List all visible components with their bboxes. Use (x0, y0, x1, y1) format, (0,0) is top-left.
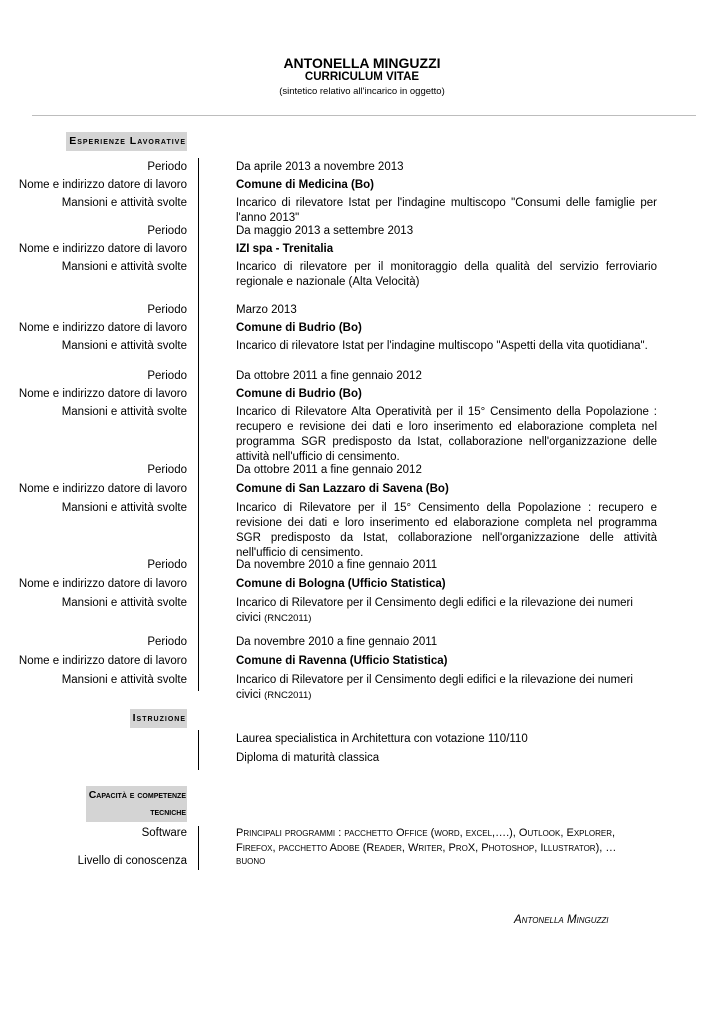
exp-periodo: Da ottobre 2011 a fine gennaio 2012 (236, 370, 422, 382)
exp-periodo: Da novembre 2010 a fine gennaio 2011 (236, 636, 438, 648)
label-mansioni: Mansioni e attività svolte (61, 261, 187, 273)
exp-mansioni (236, 673, 657, 703)
exp-datore: Comune di Ravenna (Ufficio Statistica) (236, 655, 448, 667)
exp-mansioni: Incarico di rilevatore per il monitoraggio della qualità del servizio ferroviario regionale e nazionale (Alta Velocità) (236, 261, 657, 288)
section-capacita-line2: tecniche (150, 806, 186, 818)
label-datore: Nome e indirizzo datore di lavoro (18, 655, 187, 667)
section-esperienze: Esperienze Lavorative (66, 132, 187, 151)
label-periodo: Periodo (147, 464, 187, 476)
exp-datore: Comune di Medicina (Bo) (236, 179, 374, 191)
label-periodo: Periodo (147, 225, 187, 237)
label-datore: Nome e indirizzo datore di lavoro (18, 243, 187, 255)
label-datore: Nome e indirizzo datore di lavoro (18, 179, 187, 191)
signature: Antonella Minguzzi (514, 914, 609, 926)
header-divider (32, 115, 696, 116)
exp-datore: Comune di Bologna (Ufficio Statistica) (236, 578, 446, 590)
section-capacita-line1: Capacità e competenze (88, 789, 186, 801)
exp-mansioni-note: (RNC2011) (264, 690, 312, 701)
label-periodo: Periodo (147, 304, 187, 316)
label-periodo: Periodo (147, 370, 187, 382)
label-mansioni: Mansioni e attività svolte (61, 197, 187, 209)
istruzione-diploma: Diploma di maturità classica (236, 752, 380, 764)
section-istruzione: Istruzione (130, 709, 187, 728)
exp-datore: Comune di San Lazzaro di Savena (Bo) (236, 483, 449, 495)
label-periodo: Periodo (147, 161, 187, 173)
label-datore: Nome e indirizzo datore di lavoro (18, 578, 187, 590)
label-mansioni: Mansioni e attività svolte (61, 502, 187, 514)
vertical-rule-esperienze (198, 158, 199, 691)
vertical-rule-istruzione (198, 730, 199, 770)
label-periodo: Periodo (147, 559, 187, 571)
label-periodo: Periodo (147, 636, 187, 648)
exp-mansioni-text: Incarico di Rilevatore per il Censimento degli edifici e la rilevazione dei numeri civici (236, 597, 633, 624)
cv-title: CURRICULUM VITAE (304, 71, 420, 83)
label-datore: Nome e indirizzo datore di lavoro (18, 483, 187, 495)
istruzione-laurea: Laurea specialistica in Architettura con votazione 110/110 (236, 733, 528, 745)
section-capacita (86, 786, 187, 822)
competenze-software: Principali programmi : pacchetto Office (word, excel,….), Outlook, Explorer, Firefox, pacchetto Adobe (Reader, Writer, ProX, Photoshop, Illustrator), … (236, 827, 617, 854)
exp-mansioni: Incarico di rilevatore Istat per l'indagine multiscopo "Consumi delle famiglie per l'anno 2013" (236, 197, 657, 224)
cv-name: ANTONELLA MINGUZZI (283, 55, 441, 71)
exp-mansioni: Incarico di rilevatore Istat per l'indagine multiscopo "Aspetti della vita quotidiana". (236, 340, 648, 352)
label-software: Software (141, 827, 187, 839)
label-datore: Nome e indirizzo datore di lavoro (18, 322, 187, 334)
exp-datore: Comune di Budrio (Bo) (236, 388, 362, 400)
exp-periodo: Da aprile 2013 a novembre 2013 (236, 161, 404, 173)
exp-periodo: Marzo 2013 (236, 304, 297, 316)
competenze-livello: buono (236, 855, 266, 867)
exp-datore: Comune di Budrio (Bo) (236, 322, 362, 334)
exp-datore: IZI spa - Trenitalia (236, 243, 334, 255)
cv-subtitle: (sintetico relativo all'incarico in oggetto) (279, 86, 445, 97)
exp-mansioni: Incarico di Rilevatore Alta Operatività per il 15° Censimento della Popolazione : recupero e revisione dei dati e loro inserimento ed elaborazione completa nel programma SGR predisposto da Istat, collaborazione nell'organizzazione delle attività nell'ufficio di censimento. (236, 406, 657, 463)
label-mansioni: Mansioni e attività svolte (61, 340, 187, 352)
label-livello: Livello di conoscenza (77, 855, 187, 867)
label-mansioni: Mansioni e attività svolte (61, 674, 187, 686)
vertical-rule-competenze (198, 826, 199, 870)
exp-mansioni-note: (RNC2011) (264, 613, 312, 624)
exp-periodo: Da ottobre 2011 a fine gennaio 2012 (236, 464, 422, 476)
exp-mansioni: Incarico di Rilevatore per il 15° Censimento della Popolazione : recupero e revisione dei dati e loro inserimento ed elaborazione completa nel programma SGR predisposto da Istat, collaborazione nell'organizzazione delle attività nell'ufficio di censimento. (236, 502, 657, 559)
exp-periodo: Da novembre 2010 a fine gennaio 2011 (236, 559, 438, 571)
label-mansioni: Mansioni e attività svolte (61, 406, 187, 418)
exp-mansioni-text: Incarico di Rilevatore per il Censimento degli edifici e la rilevazione dei numeri civici (236, 674, 633, 701)
label-datore: Nome e indirizzo datore di lavoro (18, 388, 187, 400)
exp-mansioni (236, 596, 657, 626)
label-mansioni: Mansioni e attività svolte (61, 597, 187, 609)
exp-periodo: Da maggio 2013 a settembre 2013 (236, 225, 414, 237)
